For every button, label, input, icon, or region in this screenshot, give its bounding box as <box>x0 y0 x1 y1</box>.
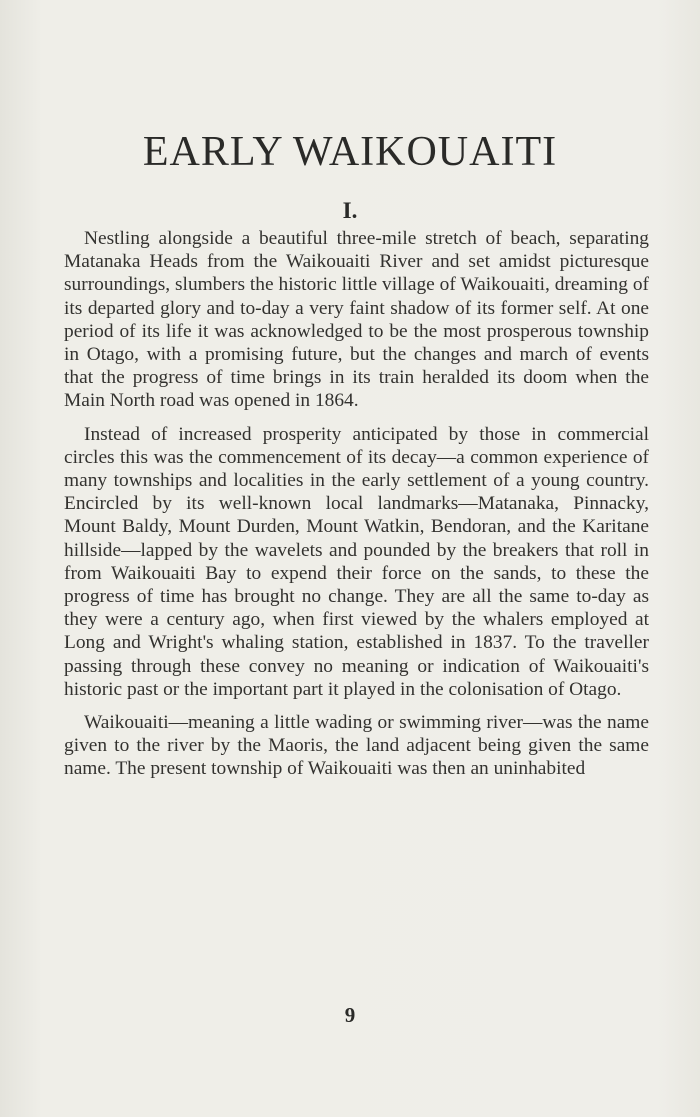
page-number: 9 <box>344 1003 356 1027</box>
paragraph: Instead of increased prosperity anticipated by those in commercial circles this was the commencement of its decay—a common experience of many townships and localities in the early settlement of a young country. Encircled by its well-known local landmarks—Matanaka, Pinnacky, Mount Baldy, Mount Durden, Mount Watkin, Bendoran, and the Karitane hillside—lapped by the wavelets and pounded by the breakers that roll in from Waikouaiti Bay to expend their force on the sands, to these the progress of time has brought no change. They are all the same to-day as they were a century ago, when first viewed by the whalers employed at Long and Wright's whaling station, established in 1837. To the traveller passing through these convey no meaning or indication of Waikouaiti's historic past or the important part it played in the colonisation of Otago. <box>64 423 649 700</box>
chapter-title: EARLY WAIKOUAITI <box>142 129 558 175</box>
paragraph: Nestling alongside a beautiful three-mile stretch of beach, separating Matanaka Heads from the Waikouaiti River and set amidst picturesque surroundings, slumbers the historic little village of Waikouaiti, dreaming of its departed glory and to-day a very faint shadow of its former self. At one period of its life it was acknowledged to be the most prosperous township in Otago, with a promising future, but the changes and march of events that the progress of time brings in its train heralded its doom when the Main North road was opened in 1864. <box>64 228 649 412</box>
section-number: I. <box>342 198 358 223</box>
body-text <box>64 227 649 791</box>
paragraph: Waikouaiti—meaning a little wading or swimming river—was the name given to the river by the Maoris, the land adjacent being given the same name. The present township of Waikouaiti was then an uninhabited <box>64 712 649 780</box>
